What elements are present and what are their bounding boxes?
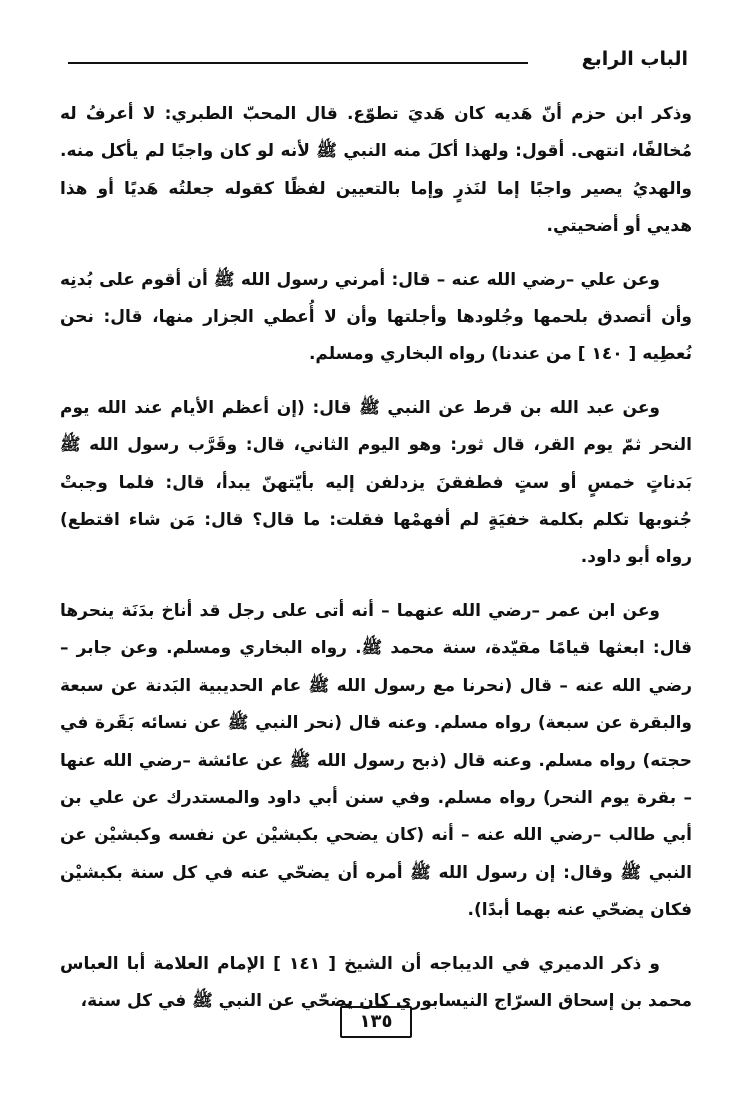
header-rule [68, 62, 528, 64]
paragraph: و ذكر الدميري في الديباجه أن الشيخ [ ١٤١ ] الإمام العلامة أبا العباس محمد بن إسحاق السرّاج النيسابوري كان يضحّي عن النبي ﷺ في كل سنة، [60, 953, 692, 1011]
page-body [60, 96, 692, 1036]
paragraph: وذكر ابن حزم أنّ هَديه كان هَديَ تطوّع. قال المحبّ الطبري: لا أعرفُ له مُخالفًا، انتهى. أقول: ولهذا أكلَ منه النبي ﷺ لأنه لو كان واجبًا لم يأكل منه. والهديُ يصير واجبًا إما لنَذرٍ وإما بالتعيين لفظًا كقوله جعلتُه هَديًا أو هذا هديي أو أضحيتي. [60, 104, 692, 237]
chapter-title: الباب الرابع [581, 48, 688, 70]
page-number: ١٣٥ [340, 1006, 412, 1038]
paragraph: وعن علي –رضي الله عنه – قال: أمرني رسول الله ﷺ أن أقوم على بُدنِه وأن أتصدق بلحمها وجُلودها وأجلتها وأن لا أُعطي الجزار منها، قال: نحن نُعطِيه [ ١٤٠ ] من عندنا) رواه البخاري ومسلم. [60, 269, 692, 365]
paragraph: وعن عبد الله بن قرط عن النبي ﷺ قال: (إن أعظم الأيام عند الله يوم النحر ثمّ يوم القر، قال ثور: وهو اليوم الثاني، قال: وقَرَّب رسول الله ﷺ بَدناتٍ خمسٍ أو ستٍ فطفقنَ يزدلفن إليه بأيّتهنّ يبدأ، قال: فلما وجبتْ جُنوبها تكلم بكلمة خفيَةٍ لم أفهمْها فقلت: ما قال؟ قال: مَن شاء اقتطع) رواه أبو داود. [60, 397, 692, 568]
paragraph: وعن ابن عمر –رضي الله عنهما – أنه أتى على رجل قد أناخ بدَنَة ينحرها قال: ابعثها قيامًا مقيّدة، سنة محمد ﷺ. رواه البخاري ومسلم. وعن جابر – رضي الله عنه – قال (نحرنا مع رسول الله ﷺ عام الحديبية البَدنة عن سبعة والبقرة عن سبعة) رواه مسلم. وعنه قال (نحر النبي ﷺ عن نسائه بَقَرة في حجته) رواه مسلم. وعنه قال (ذبح رسول الله ﷺ عن عائشة –رضي الله عنها – بقرة يوم النحر) رواه مسلم. وفي سنن أبي داود والمستدرك عن علي بن أبي طالب –رضي الله عنه – أنه (كان يضحي بكبشيْن عن نفسه وكبشيْن عن النبي ﷺ وقال: إن رسول الله ﷺ أمره أن يضحّي عنه في كل سنة بكبشيْن فكان يضحّي عنه بهما أبدًا). [60, 600, 692, 921]
